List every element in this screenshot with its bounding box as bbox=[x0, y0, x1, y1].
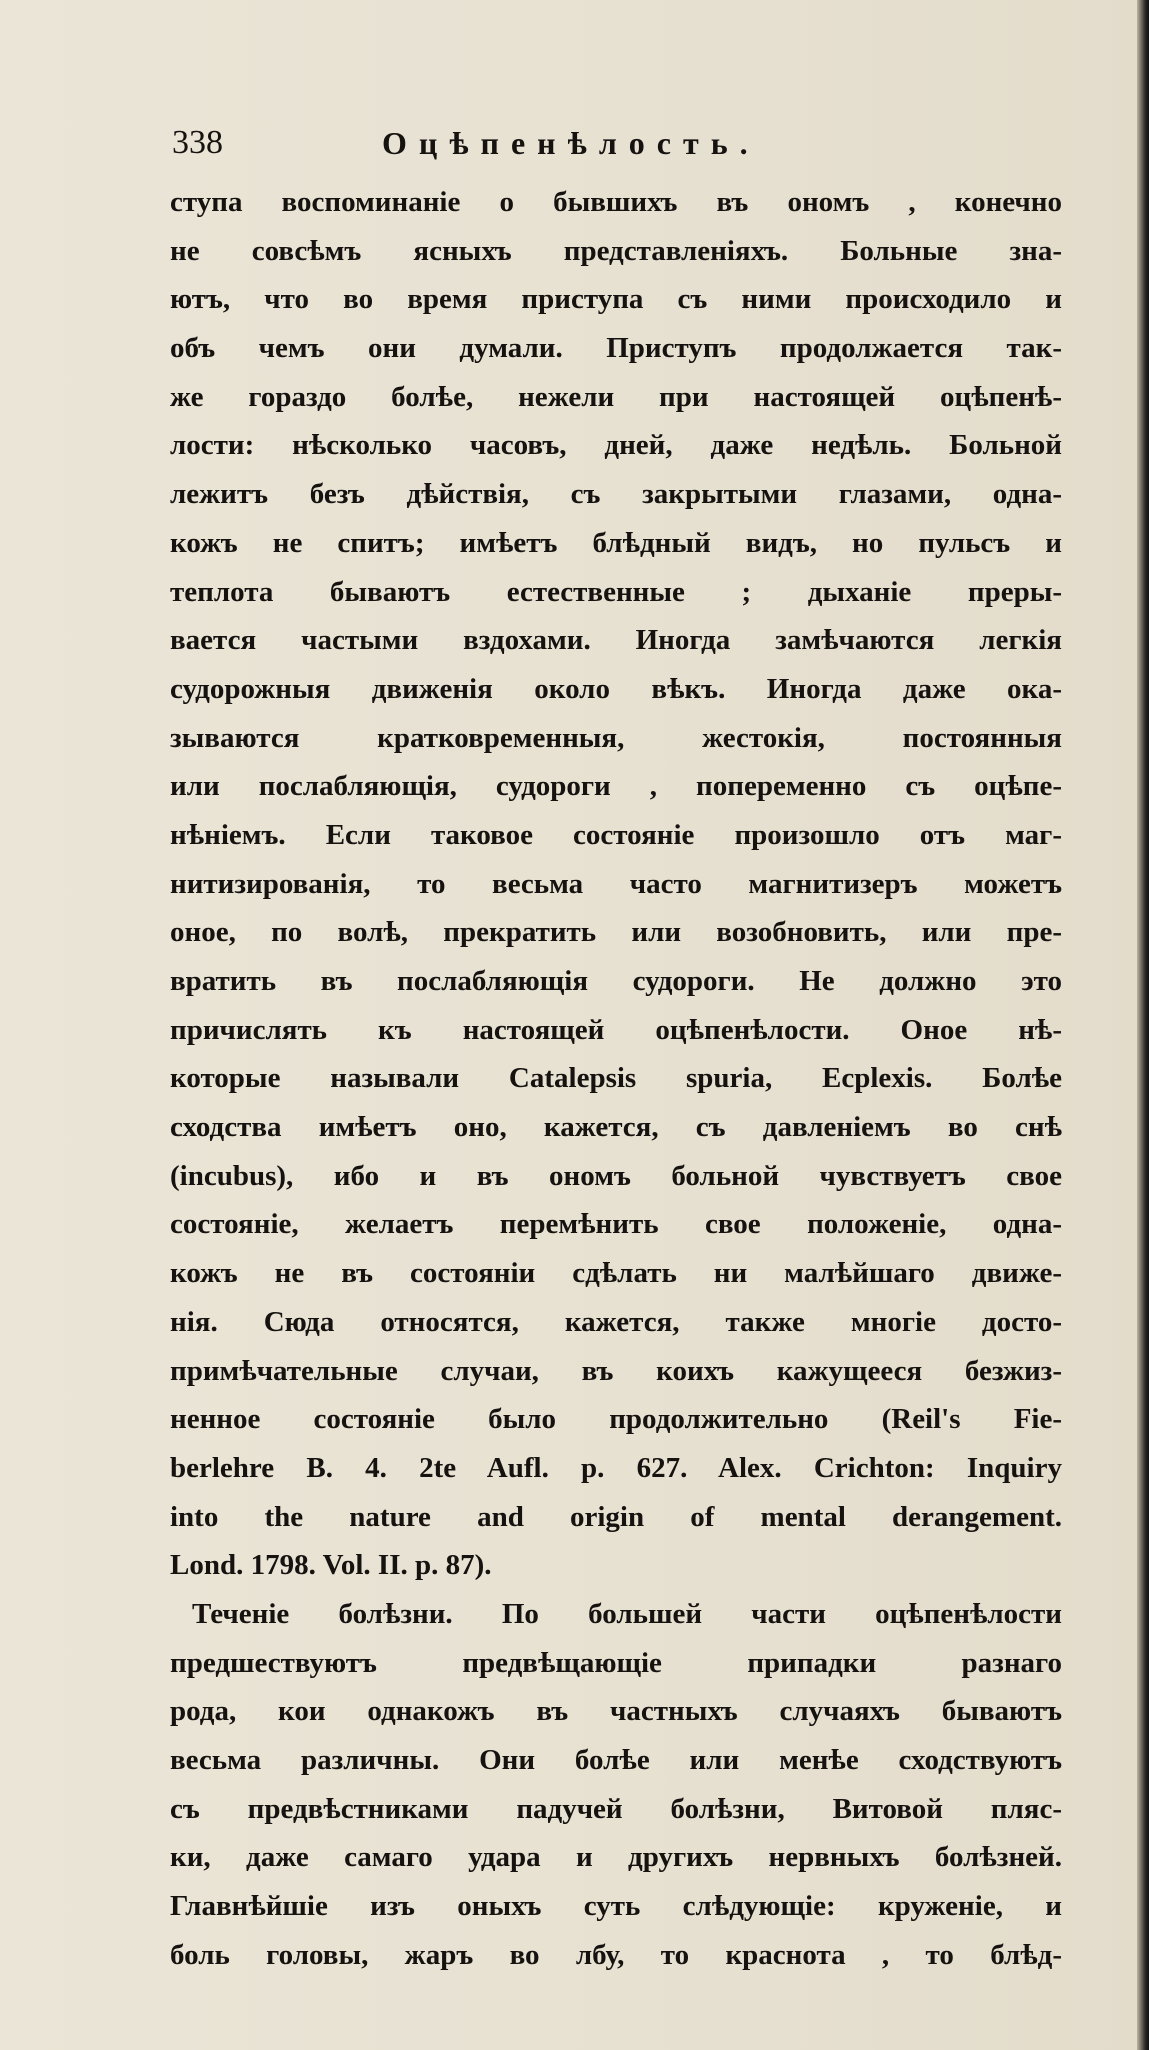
text-line: же гораздо болѣе, нежели при настоящей оцѣпенѣ- bbox=[170, 380, 1062, 413]
text-line: состояніе, желаетъ перемѣнить свое положеніе, одна- bbox=[170, 1208, 1062, 1241]
text-line: судорожныя движенія около вѣкъ. Иногда даже ока- bbox=[170, 672, 1062, 705]
text-line: сходства имѣетъ оно, кажется, съ давленіемъ во снѣ bbox=[170, 1111, 1062, 1144]
text-line: berlehre B. 4. 2te Aufl. p. 627. Alex. Crichton: Inquiry bbox=[170, 1451, 1062, 1484]
text-line: (incubus), ибо и въ ономъ больной чувствуетъ свое bbox=[170, 1159, 1062, 1192]
page-header bbox=[172, 120, 1072, 166]
text-line: нѣніемъ. Если таковое состояніе произошло отъ маг- bbox=[170, 818, 1062, 851]
text-line: не совсѣмъ ясныхъ представленіяхъ. Больные зна- bbox=[170, 234, 1062, 267]
text-line: нія. Сюда относятся, кажется, также многіе досто- bbox=[170, 1305, 1062, 1338]
text-line: нитизированія, то весьма часто магнитизеръ можетъ bbox=[170, 867, 1062, 900]
text-line: или послабляющія, судороги , попеременно съ оцѣпе- bbox=[170, 770, 1062, 803]
body-text bbox=[170, 178, 1062, 1979]
text-line: причислять къ настоящей оцѣпенѣлости. Оное нѣ- bbox=[170, 1013, 1062, 1046]
text-line: оное, по волѣ, прекратить или возобновить, или пре- bbox=[170, 916, 1062, 949]
text-line: боль головы, жаръ во лбу, то краснота , то блѣд- bbox=[170, 1938, 1062, 1971]
page-edge-shadow bbox=[1137, 0, 1149, 2050]
page-number: 338 bbox=[172, 124, 223, 161]
text-line: кожъ не спитъ; имѣетъ блѣдный видъ, но пульсъ и bbox=[170, 526, 1062, 559]
text-line: Теченіе болѣзни. По большей части оцѣпенѣлости bbox=[192, 1597, 1062, 1630]
text-line: съ предвѣстниками падучей болѣзни, Витовой пляс- bbox=[170, 1792, 1062, 1825]
text-line: ступа воспоминаніе о бывшихъ въ ономъ , конечно bbox=[170, 186, 1062, 218]
text-line: которые называли Catalepsis spuria, Ecplexis. Болѣе bbox=[170, 1062, 1062, 1095]
text-line: ненное состояніе было продолжительно (Reil's Fie- bbox=[170, 1403, 1062, 1436]
text-line: ютъ, что во время приступа съ ними происходило и bbox=[170, 283, 1062, 316]
text-line: into the nature and origin of mental derangement. bbox=[170, 1500, 1062, 1533]
text-line: примѣчательные случаи, въ коихъ кажущееся безжиз- bbox=[170, 1354, 1062, 1387]
text-line: Lond. 1798. Vol. II. p. 87). bbox=[170, 1549, 492, 1582]
text-line: вается частыми вздохами. Иногда замѣчаются легкія bbox=[170, 624, 1062, 657]
text-line: ки, даже самаго удара и другихъ нервныхъ болѣзней. bbox=[170, 1841, 1062, 1874]
text-line: объ чемъ они думали. Приступъ продолжается так- bbox=[170, 332, 1062, 365]
text-line: лежитъ безъ дѣйствія, съ закрытыми глазами, одна- bbox=[170, 478, 1062, 511]
text-line: лости: нѣсколько часовъ, дней, даже недѣль. Больной bbox=[170, 429, 1062, 462]
text-line: зываются кратковременныя, жестокія, постоянныя bbox=[170, 721, 1062, 754]
text-line: кожъ не въ состояніи сдѣлать ни малѣйшаго движе- bbox=[170, 1257, 1062, 1290]
text-line: предшествуютъ предвѣщающіе припадки разнаго bbox=[170, 1646, 1062, 1679]
text-line: вратить въ послабляющія судороги. Не должно это bbox=[170, 965, 1062, 997]
text-line: теплота бываютъ естественные ; дыханіе преры- bbox=[170, 575, 1062, 608]
text-line: Главнѣйшіе изъ оныхъ суть слѣдующіе: круженіе, и bbox=[170, 1890, 1062, 1923]
running-title: Оцѣпенѣлость. bbox=[382, 125, 760, 161]
text-line: рода, кои однакожъ въ частныхъ случаяхъ бываютъ bbox=[170, 1695, 1062, 1728]
text-line: весьма различны. Они болѣе или менѣе сходствуютъ bbox=[170, 1744, 1062, 1776]
